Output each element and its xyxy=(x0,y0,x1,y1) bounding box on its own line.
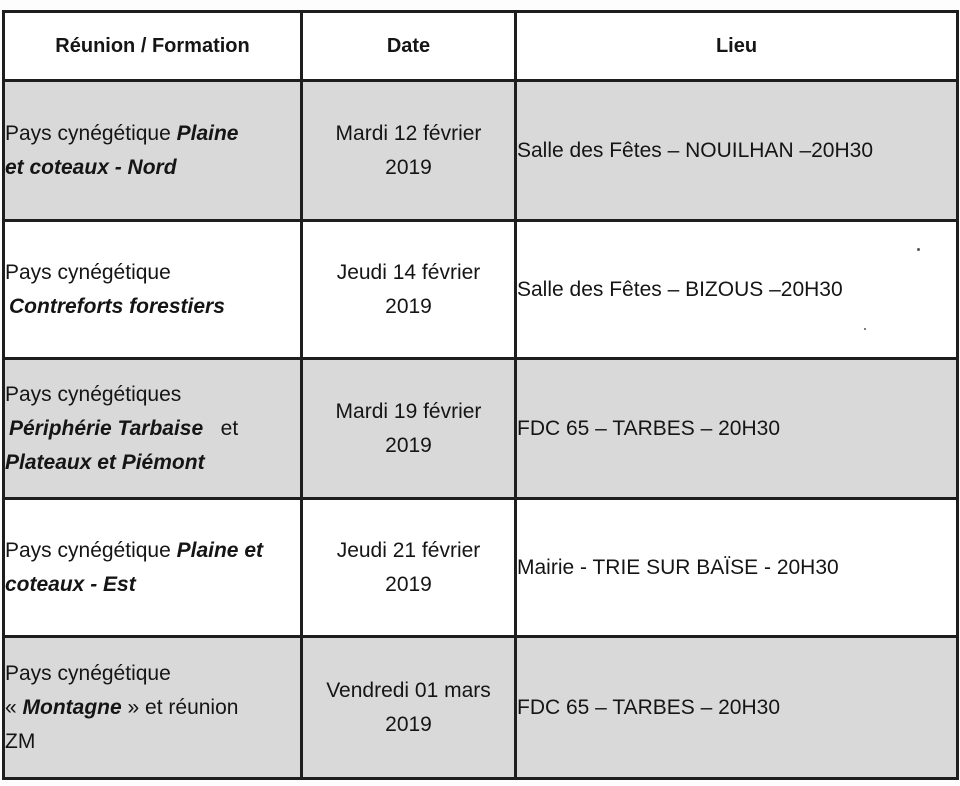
reunion-prefix: Pays cynégétique xyxy=(5,661,171,685)
reunion-cell xyxy=(4,499,302,637)
table-row xyxy=(4,359,958,499)
pays-name: et coteaux - Nord xyxy=(5,155,177,179)
header-date: Date xyxy=(302,12,516,81)
date-day: Jeudi 14 février xyxy=(336,260,481,284)
date-day: Jeudi 21 février xyxy=(336,538,481,562)
date-year: 2019 xyxy=(385,712,432,736)
date-cell xyxy=(302,81,516,221)
reunion-cell xyxy=(4,359,302,499)
lieu-cell: Salle des Fêtes – BIZOUS –20H30 xyxy=(516,221,958,359)
reunion-prefix: Pays cynégétique xyxy=(5,538,171,562)
date-year: 2019 xyxy=(385,433,432,457)
scan-speck xyxy=(917,248,920,251)
pays-name: Plaine xyxy=(176,121,239,145)
reunion-conjunction: et xyxy=(220,416,239,440)
reunion-cell xyxy=(4,637,302,779)
header-reunion: Réunion / Formation xyxy=(4,12,302,81)
lieu-cell: Salle des Fêtes – NOUILHAN –20H30 xyxy=(516,81,958,221)
lieu-cell: FDC 65 – TARBES – 20H30 xyxy=(516,637,958,779)
meeting-schedule-table xyxy=(2,10,959,780)
scan-speck xyxy=(864,328,866,330)
pays-name: Périphérie Tarbaise xyxy=(9,416,204,440)
lieu-cell: FDC 65 – TARBES – 20H30 xyxy=(516,359,958,499)
date-cell xyxy=(302,637,516,779)
pays-name: Montagne xyxy=(22,695,122,719)
lieu-cell: Mairie - TRIE SUR BAÏSE - 20H30 xyxy=(516,499,958,637)
quote-open: « xyxy=(5,695,17,719)
reunion-prefix: Pays cynégétique xyxy=(5,121,171,145)
date-year: 2019 xyxy=(385,572,432,596)
table-header-row xyxy=(4,12,958,81)
date-day: Mardi 19 février xyxy=(335,399,482,423)
header-lieu: Lieu xyxy=(516,12,958,81)
date-cell xyxy=(302,221,516,359)
reunion-suffix: » et réunion xyxy=(127,695,239,719)
pays-name: Plateaux et Piémont xyxy=(5,450,205,474)
date-year: 2019 xyxy=(385,155,432,179)
table-row xyxy=(4,637,958,779)
date-day: Vendredi 01 mars xyxy=(326,678,491,702)
date-year: 2019 xyxy=(385,294,432,318)
reunion-extra: ZM xyxy=(5,729,36,753)
reunion-prefix: Pays cynégétique xyxy=(5,260,171,284)
table-row xyxy=(4,81,958,221)
pays-name: coteaux - Est xyxy=(5,572,136,596)
pays-name: Contreforts forestiers xyxy=(9,294,225,318)
reunion-cell xyxy=(4,221,302,359)
reunion-cell xyxy=(4,81,302,221)
table-row xyxy=(4,221,958,359)
date-cell xyxy=(302,499,516,637)
reunion-prefix: Pays cynégétiques xyxy=(5,382,182,406)
table-row xyxy=(4,499,958,637)
pays-name: Plaine et xyxy=(176,538,263,562)
date-day: Mardi 12 février xyxy=(335,121,482,145)
date-cell xyxy=(302,359,516,499)
